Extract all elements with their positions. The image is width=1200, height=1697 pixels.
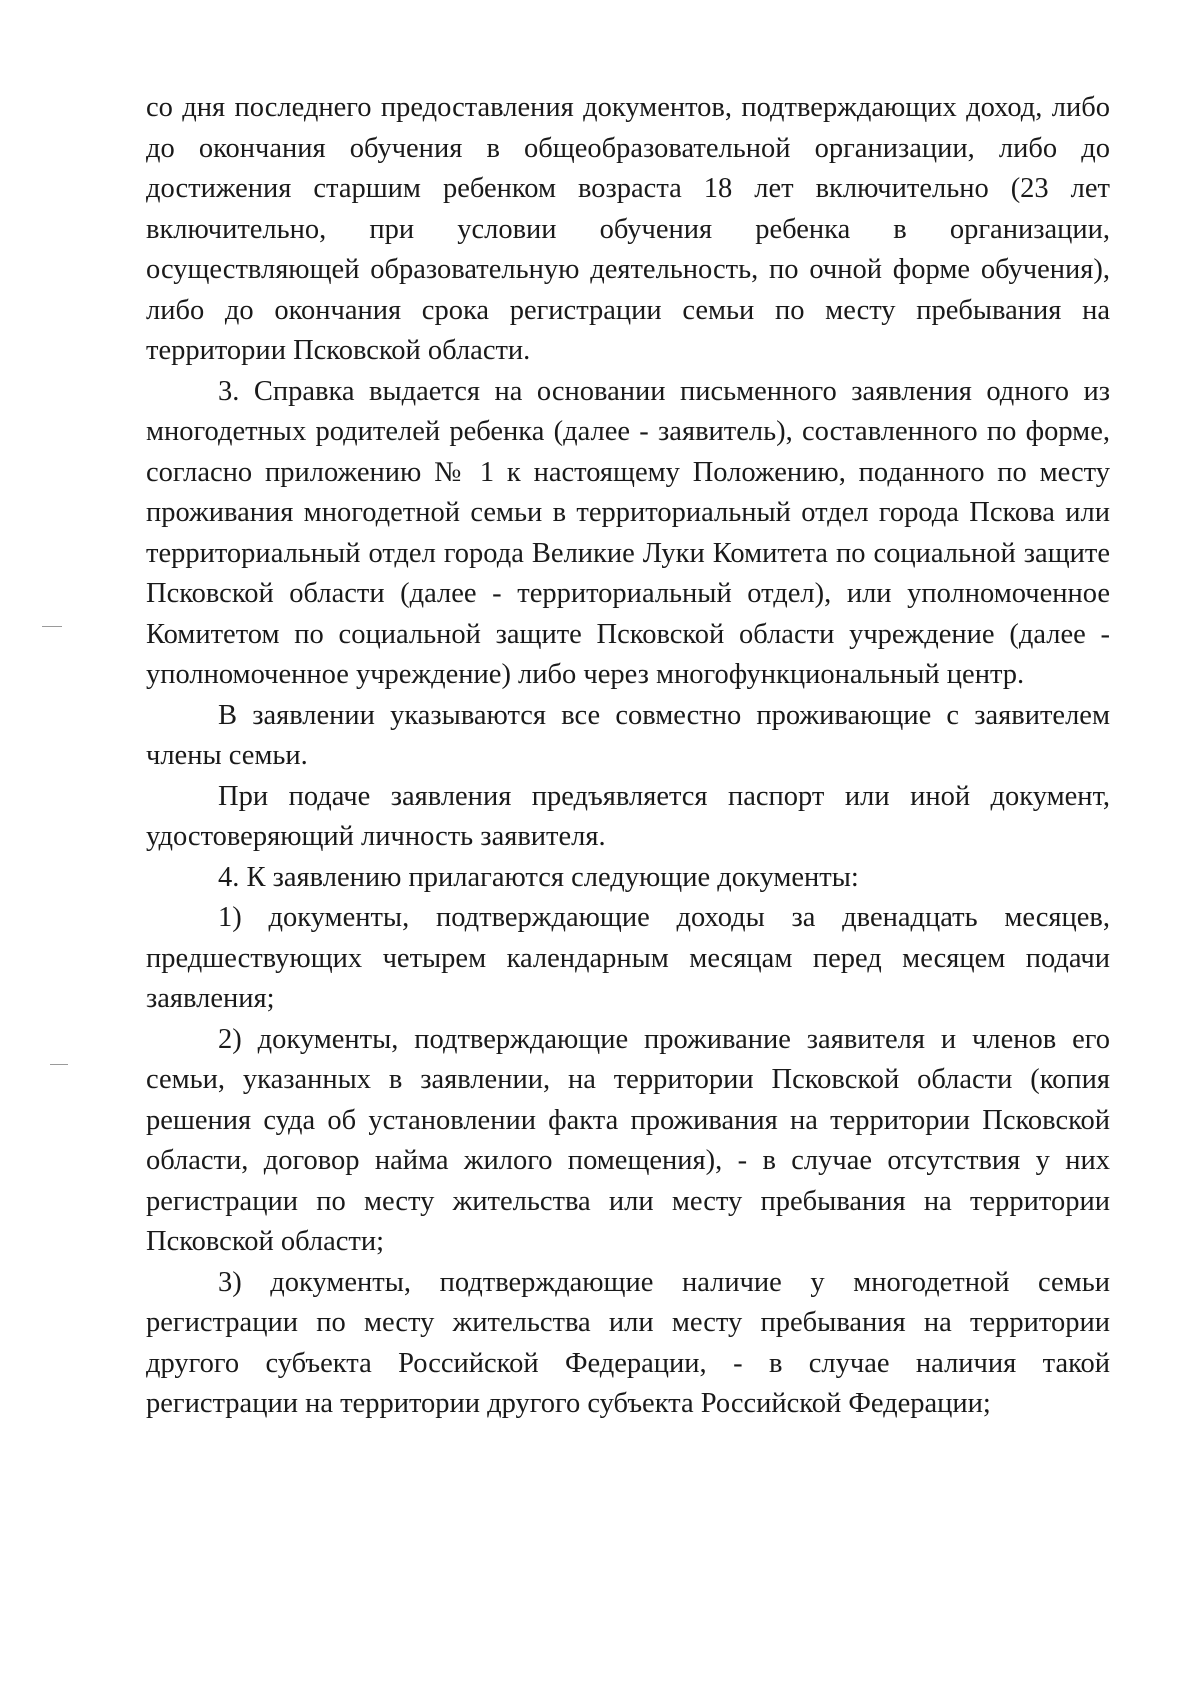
list-item-1: 1) документы, подтверждающие доходы за двенадцать месяцев, предшествующих четырем календарным месяцам перед месяцем подачи заявления; (146, 902, 1110, 1014)
paragraph-passport: При подаче заявления предъявляется паспорт или иной документ, удостоверяющий личность заявителя. (146, 780, 1110, 852)
document-body (146, 88, 1110, 1425)
paragraph-continuation: со дня последнего предоставления документов, подтверждающих доход, либо до окончания обучения в общеобразовательной организации, либо до достижения старшим ребенком возраста 18 лет включительно (23 лет включительно, при условии обучения ребенка в организации, осуществляющей образовательную деятельность, по очной форме обучения), либо до окончания срока регистрации семьи по месту пребывания на территории Псковской области. (146, 92, 1110, 366)
paragraph-item-4: 4. К заявлению прилагаются следующие документы: (218, 861, 859, 893)
paragraph-family-members: В заявлении указываются все совместно проживающие с заявителем члены семьи. (146, 699, 1110, 771)
list-item-3: 3) документы, подтверждающие наличие у многодетной семьи регистрации по месту жительства или месту пребывания на территории другого субъекта Российской Федерации, - в случае наличия такой регистрации на территории другого субъекта Российской Федерации; (146, 1266, 1110, 1419)
margin-mark (50, 1064, 68, 1065)
margin-mark (42, 626, 62, 627)
list-item-2: 2) документы, подтверждающие проживание заявителя и членов его семьи, указанных в заявлении, на территории Псковской области (копия решения суда об установлении факта проживания на территории Псковской области, договор найма жилого помещения), - в случае отсутствия у них регистрации по месту жительства или месту пребывания на территории Псковской области; (146, 1023, 1110, 1257)
paragraph-item-3: 3. Справка выдается на основании письменного заявления одного из многодетных родителей ребенка (далее - заявитель), составленного по форме, согласно приложению № 1 к настоящему Положению, поданного по месту проживания многодетной семьи в территориальный отдел города Пскова или территориальный отдел города Великие Луки Комитета по социальной защите Псковской области (далее - территориальный отдел), или уполномоченное Комитетом по социальной защите Псковской области учреждение (далее - уполномоченное учреждение) либо через многофункциональный центр. (146, 375, 1110, 690)
